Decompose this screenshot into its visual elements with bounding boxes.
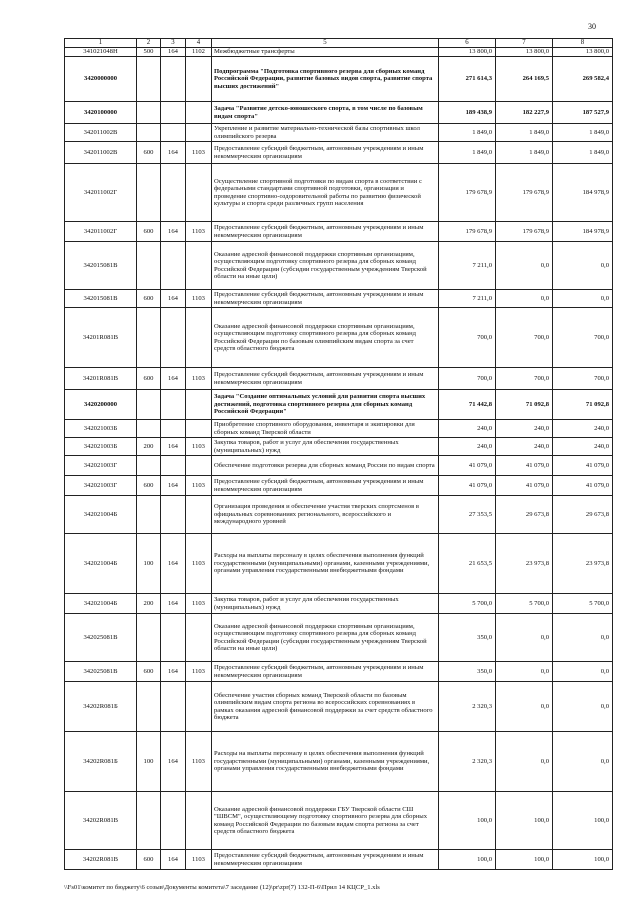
cell-year1: 700,0 xyxy=(439,368,496,390)
cell-vr xyxy=(137,496,161,534)
cell-name: Организация проведения и обеспечение участия тверских спортсменов в официальных соревнованиях регионального, всероссийского и международного уровней xyxy=(212,496,439,534)
table-row xyxy=(65,456,613,476)
cell-year2: 1 849,0 xyxy=(496,124,553,142)
table-row xyxy=(65,850,613,870)
cell-year2: 0,0 xyxy=(496,290,553,308)
cell-grbs: 164 xyxy=(161,732,186,792)
cell-year3: 240,0 xyxy=(553,420,613,438)
cell-year3: 23 973,8 xyxy=(553,534,613,594)
header-cell-name: 5 xyxy=(212,39,439,48)
cell-grbs: 164 xyxy=(161,534,186,594)
cell-code: 342021004Б xyxy=(65,496,137,534)
cell-year1: 189 438,9 xyxy=(439,102,496,124)
cell-year3: 13 800,0 xyxy=(553,48,613,57)
cell-year3: 41 079,0 xyxy=(553,456,613,476)
table-row xyxy=(65,242,613,290)
cell-year1: 350,0 xyxy=(439,614,496,662)
table-row xyxy=(65,390,613,420)
budget-table xyxy=(64,38,613,870)
cell-year3: 187 527,9 xyxy=(553,102,613,124)
table-row xyxy=(65,534,613,594)
cell-rz xyxy=(186,496,212,534)
cell-year3: 1 849,0 xyxy=(553,142,613,164)
table-row xyxy=(65,290,613,308)
header-cell-vr: 2 xyxy=(137,39,161,48)
cell-rz: 1103 xyxy=(186,290,212,308)
cell-year2: 179 678,9 xyxy=(496,222,553,242)
cell-rz: 1103 xyxy=(186,368,212,390)
table-row xyxy=(65,57,613,102)
table-header-row xyxy=(65,39,613,48)
table-row xyxy=(65,102,613,124)
cell-grbs: 164 xyxy=(161,594,186,614)
cell-year2: 100,0 xyxy=(496,850,553,870)
cell-year1: 179 678,9 xyxy=(439,222,496,242)
cell-year1: 271 614,3 xyxy=(439,57,496,102)
cell-year1: 1 849,0 xyxy=(439,142,496,164)
table-row xyxy=(65,476,613,496)
table-row xyxy=(65,682,613,732)
cell-year2: 0,0 xyxy=(496,682,553,732)
cell-code: 34202R081В xyxy=(65,792,137,850)
page-number: 30 xyxy=(588,22,596,31)
cell-vr: 200 xyxy=(137,438,161,456)
table-row xyxy=(65,142,613,164)
cell-year3: 100,0 xyxy=(553,850,613,870)
cell-name: Предоставление субсидий бюджетным, автономным учреждениям и иным некоммерческим организациям xyxy=(212,476,439,496)
cell-year2: 240,0 xyxy=(496,420,553,438)
cell-code: 342011002В xyxy=(65,124,137,142)
cell-year3: 41 079,0 xyxy=(553,476,613,496)
cell-code: 342011002Г xyxy=(65,222,137,242)
cell-year2: 29 673,8 xyxy=(496,496,553,534)
cell-vr: 600 xyxy=(137,142,161,164)
cell-rz: 1103 xyxy=(186,222,212,242)
cell-year2: 23 973,8 xyxy=(496,534,553,594)
cell-code: 34201R081В xyxy=(65,308,137,368)
cell-year2: 5 700,0 xyxy=(496,594,553,614)
cell-vr: 600 xyxy=(137,476,161,496)
cell-year3: 0,0 xyxy=(553,290,613,308)
cell-year2: 41 079,0 xyxy=(496,476,553,496)
cell-rz xyxy=(186,124,212,142)
cell-rz: 1103 xyxy=(186,476,212,496)
cell-vr: 200 xyxy=(137,594,161,614)
cell-rz: 1103 xyxy=(186,594,212,614)
cell-vr: 100 xyxy=(137,534,161,594)
cell-year3: 71 092,8 xyxy=(553,390,613,420)
cell-name: Задача "Создание оптимальных условий для развития спорта высших достижений, подготовка спортивного резерва для сборных команд Российской Федерации" xyxy=(212,390,439,420)
cell-grbs: 164 xyxy=(161,142,186,164)
cell-grbs xyxy=(161,164,186,222)
cell-rz xyxy=(186,420,212,438)
table-row xyxy=(65,420,613,438)
cell-vr xyxy=(137,420,161,438)
table-row xyxy=(65,308,613,368)
cell-year1: 5 700,0 xyxy=(439,594,496,614)
cell-rz: 1103 xyxy=(186,732,212,792)
cell-rz xyxy=(186,456,212,476)
cell-year2: 700,0 xyxy=(496,368,553,390)
cell-vr xyxy=(137,456,161,476)
cell-year2: 182 227,9 xyxy=(496,102,553,124)
cell-year2: 0,0 xyxy=(496,242,553,290)
cell-name: Предоставление субсидий бюджетным, автономным учреждениям и иным некоммерческим организациям xyxy=(212,368,439,390)
table-row xyxy=(65,222,613,242)
header-cell-year3: 8 xyxy=(553,39,613,48)
cell-grbs xyxy=(161,57,186,102)
cell-name: Межбюджетные трансферты xyxy=(212,48,439,57)
cell-year1: 700,0 xyxy=(439,308,496,368)
cell-code: 341021048Н xyxy=(65,48,137,57)
cell-name: Предоставление субсидий бюджетным, автономным учреждениям и иным некоммерческим организациям xyxy=(212,662,439,682)
cell-code: 342025081В xyxy=(65,662,137,682)
cell-year3: 1 849,0 xyxy=(553,124,613,142)
cell-year1: 7 211,0 xyxy=(439,242,496,290)
cell-grbs xyxy=(161,102,186,124)
cell-vr xyxy=(137,242,161,290)
cell-rz: 1102 xyxy=(186,48,212,57)
cell-rz: 1103 xyxy=(186,850,212,870)
cell-grbs: 164 xyxy=(161,368,186,390)
cell-rz xyxy=(186,682,212,732)
cell-name: Оказание адресной финансовой поддержки спортивным организациям, осуществляющим подготовку спортивного резерва для сборных команд Российской Федерации (субсидии государственным учреждениям Тверской области на иные цели) xyxy=(212,242,439,290)
cell-name: Обеспечение участия сборных команд Тверской области по базовым олимпийским видам спорта региона во всероссийских соревнованиях в рамках оказания адресной финансовой поддержки за счет средств областного бюджета xyxy=(212,682,439,732)
cell-rz: 1103 xyxy=(186,534,212,594)
cell-year2: 264 169,5 xyxy=(496,57,553,102)
cell-name: Укрепление и развитие материально-технической базы спортивных школ олимпийского резерва xyxy=(212,124,439,142)
cell-rz xyxy=(186,614,212,662)
table-row xyxy=(65,792,613,850)
cell-year3: 29 673,8 xyxy=(553,496,613,534)
cell-year3: 240,0 xyxy=(553,438,613,456)
cell-year3: 0,0 xyxy=(553,682,613,732)
cell-rz xyxy=(186,102,212,124)
cell-rz xyxy=(186,164,212,222)
cell-vr xyxy=(137,57,161,102)
cell-rz xyxy=(186,242,212,290)
cell-year1: 13 800,0 xyxy=(439,48,496,57)
cell-code: 342021004Б xyxy=(65,534,137,594)
header-cell-grbs: 3 xyxy=(161,39,186,48)
cell-name: Предоставление субсидий бюджетным, автономным учреждениям и иным некоммерческим организациям xyxy=(212,850,439,870)
cell-year1: 41 079,0 xyxy=(439,476,496,496)
cell-year3: 184 978,9 xyxy=(553,164,613,222)
cell-year1: 2 320,3 xyxy=(439,682,496,732)
table-row xyxy=(65,438,613,456)
cell-year3: 5 700,0 xyxy=(553,594,613,614)
table-row xyxy=(65,368,613,390)
cell-vr xyxy=(137,124,161,142)
cell-code: 34202R081Б xyxy=(65,732,137,792)
cell-name: Задача "Развитие детско-юношеского спорта, в том числе по базовым видам спорта" xyxy=(212,102,439,124)
cell-vr: 600 xyxy=(137,222,161,242)
header-cell-rz: 4 xyxy=(186,39,212,48)
cell-year2: 41 079,0 xyxy=(496,456,553,476)
cell-name: Предоставление субсидий бюджетным, автономным учреждениям и иным некоммерческим организациям xyxy=(212,290,439,308)
cell-year3: 700,0 xyxy=(553,308,613,368)
cell-year2: 240,0 xyxy=(496,438,553,456)
cell-name: Расходы на выплаты персоналу в целях обеспечения выполнения функций государственными (муниципальными) органами, казенными учреждениями, органами управления государственными внебюджетными фондами xyxy=(212,732,439,792)
cell-year3: 700,0 xyxy=(553,368,613,390)
cell-year3: 184 978,9 xyxy=(553,222,613,242)
cell-code: 342015081В xyxy=(65,242,137,290)
table-row xyxy=(65,164,613,222)
cell-rz: 1103 xyxy=(186,438,212,456)
cell-grbs xyxy=(161,792,186,850)
cell-year1: 1 849,0 xyxy=(439,124,496,142)
cell-year1: 350,0 xyxy=(439,662,496,682)
cell-year2: 700,0 xyxy=(496,308,553,368)
cell-grbs: 164 xyxy=(161,662,186,682)
cell-code: 342021003Б xyxy=(65,438,137,456)
cell-name: Предоставление субсидий бюджетным, автономным учреждениям и иным некоммерческим организациям xyxy=(212,142,439,164)
cell-name: Закупка товаров, работ и услуг для обеспечения государственных (муниципальных) нужд xyxy=(212,594,439,614)
table-row xyxy=(65,48,613,57)
cell-year1: 2 320,3 xyxy=(439,732,496,792)
cell-code: 342021003Б xyxy=(65,420,137,438)
cell-rz xyxy=(186,390,212,420)
cell-grbs xyxy=(161,614,186,662)
cell-year1: 7 211,0 xyxy=(439,290,496,308)
cell-name: Оказание адресной финансовой поддержки спортивным организациям, осуществляющим подготовку спортивного резерва для сборных команд Российской Федерации по базовым олимпийским видам спорта за счет средств областного бюджета xyxy=(212,308,439,368)
header-cell-year2: 7 xyxy=(496,39,553,48)
table-row xyxy=(65,594,613,614)
cell-vr xyxy=(137,102,161,124)
cell-year1: 41 079,0 xyxy=(439,456,496,476)
cell-grbs: 164 xyxy=(161,290,186,308)
cell-name: Подпрограмма "Подготовка спортивного резерва для сборных команд Российской Федерации, развитие базовых видов спорта, развитие спорта высших достижений" xyxy=(212,57,439,102)
cell-grbs xyxy=(161,496,186,534)
cell-rz: 1103 xyxy=(186,662,212,682)
cell-vr xyxy=(137,614,161,662)
cell-year2: 0,0 xyxy=(496,732,553,792)
cell-vr: 500 xyxy=(137,48,161,57)
cell-rz xyxy=(186,792,212,850)
cell-year1: 21 653,5 xyxy=(439,534,496,594)
cell-rz: 1103 xyxy=(186,142,212,164)
table-row xyxy=(65,614,613,662)
cell-year2: 13 800,0 xyxy=(496,48,553,57)
cell-vr xyxy=(137,164,161,222)
cell-year1: 179 678,9 xyxy=(439,164,496,222)
table-row xyxy=(65,496,613,534)
cell-grbs xyxy=(161,420,186,438)
cell-grbs xyxy=(161,390,186,420)
header-cell-code: 1 xyxy=(65,39,137,48)
cell-year1: 100,0 xyxy=(439,792,496,850)
table-row xyxy=(65,662,613,682)
header-cell-year1: 6 xyxy=(439,39,496,48)
cell-code: 342021003Г xyxy=(65,476,137,496)
cell-name: Приобретение спортивного оборудования, инвентаря и экипировки для сборных команд Тверской области xyxy=(212,420,439,438)
cell-grbs xyxy=(161,682,186,732)
cell-name: Оказание адресной финансовой поддержки спортивным организациям, осуществляющим подготовку спортивного резерва для сборных команд Российской Федерации (субсидии государственным учреждениям Тверской области на иные цели) xyxy=(212,614,439,662)
cell-year2: 1 849,0 xyxy=(496,142,553,164)
cell-vr: 600 xyxy=(137,290,161,308)
cell-year1: 240,0 xyxy=(439,420,496,438)
cell-year2: 0,0 xyxy=(496,614,553,662)
cell-grbs xyxy=(161,308,186,368)
cell-code: 3420100000 xyxy=(65,102,137,124)
cell-year3: 269 582,4 xyxy=(553,57,613,102)
cell-grbs: 164 xyxy=(161,48,186,57)
cell-year2: 100,0 xyxy=(496,792,553,850)
cell-year3: 0,0 xyxy=(553,662,613,682)
cell-grbs: 164 xyxy=(161,850,186,870)
cell-grbs xyxy=(161,456,186,476)
cell-vr: 600 xyxy=(137,368,161,390)
cell-rz xyxy=(186,308,212,368)
table-row xyxy=(65,732,613,792)
cell-year1: 100,0 xyxy=(439,850,496,870)
cell-code: 342015081В xyxy=(65,290,137,308)
cell-code: 342011002Г xyxy=(65,164,137,222)
cell-year2: 71 092,8 xyxy=(496,390,553,420)
cell-vr: 100 xyxy=(137,732,161,792)
cell-name: Расходы на выплаты персоналу в целях обеспечения выполнения функций государственными (муниципальными) органами, казенными учреждениями, органами управления государственными внебюджетными фондами xyxy=(212,534,439,594)
cell-name: Осуществление спортивной подготовки по видам спорта в соответствии с федеральными стандартами спортивной подготовки, организация и проведение спортивно-оздоровительной работы по развитию физической культуры и спорта среди различных групп населения xyxy=(212,164,439,222)
cell-code: 3420000000 xyxy=(65,57,137,102)
cell-code: 34202R081В xyxy=(65,850,137,870)
cell-year3: 0,0 xyxy=(553,732,613,792)
cell-year3: 0,0 xyxy=(553,614,613,662)
cell-year3: 100,0 xyxy=(553,792,613,850)
cell-year1: 240,0 xyxy=(439,438,496,456)
cell-vr xyxy=(137,308,161,368)
cell-code: 34201R081В xyxy=(65,368,137,390)
cell-code: 342021003Г xyxy=(65,456,137,476)
cell-code: 342011002В xyxy=(65,142,137,164)
cell-vr: 600 xyxy=(137,850,161,870)
cell-grbs xyxy=(161,124,186,142)
cell-code: 342021004Б xyxy=(65,594,137,614)
cell-vr xyxy=(137,682,161,732)
cell-vr: 600 xyxy=(137,662,161,682)
cell-year1: 71 442,8 xyxy=(439,390,496,420)
cell-year2: 0,0 xyxy=(496,662,553,682)
cell-name: Предоставление субсидий бюджетным, автономным учреждениям и иным некоммерческим организациям xyxy=(212,222,439,242)
cell-name: Оказание адресной финансовой поддержки ГБУ Тверской области СШ "ШВСМ", осуществляющему подготовку спортивного резерва для сборных команд Российской Федерации по базовым видам спорта региона за счет средств областного бюджета xyxy=(212,792,439,850)
cell-year1: 27 353,5 xyxy=(439,496,496,534)
cell-name: Закупка товаров, работ и услуг для обеспечения государственных (муниципальных) нужд xyxy=(212,438,439,456)
file-path-footer: \\Fs01\комитет по бюджету\6 созыв\Документы комитета\7 заседание (12)\pr\zpr(7) 132-П-6\Прил 14 КЦСР_1.xls xyxy=(64,884,380,891)
cell-grbs xyxy=(161,242,186,290)
cell-grbs: 164 xyxy=(161,222,186,242)
cell-rz xyxy=(186,57,212,102)
cell-name: Обеспечение подготовки резерва для сборных команд России по видам спорта xyxy=(212,456,439,476)
cell-vr xyxy=(137,792,161,850)
cell-grbs: 164 xyxy=(161,476,186,496)
cell-year2: 179 678,9 xyxy=(496,164,553,222)
cell-code: 3420200000 xyxy=(65,390,137,420)
cell-code: 342025081В xyxy=(65,614,137,662)
cell-grbs: 164 xyxy=(161,438,186,456)
cell-year3: 0,0 xyxy=(553,242,613,290)
cell-code: 34202R081Б xyxy=(65,682,137,732)
table-row xyxy=(65,124,613,142)
cell-vr xyxy=(137,390,161,420)
